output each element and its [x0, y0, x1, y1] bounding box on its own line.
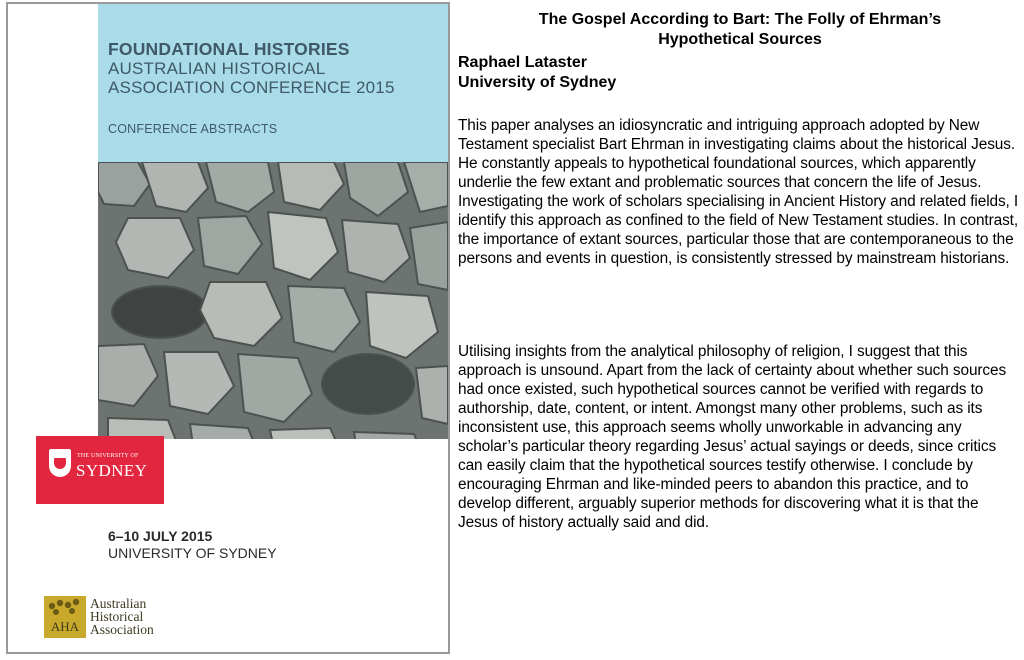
aha-line2: Historical [90, 609, 144, 624]
author-block [458, 53, 616, 93]
aha-logo-icon [44, 596, 86, 638]
logo-big-text: SYDNEY [76, 461, 148, 480]
basalt-columns-photo [98, 162, 448, 468]
shield-icon [49, 449, 71, 477]
abstract-title [456, 10, 1024, 50]
abstract-title-line1: The Gospel According to Bart: The Folly of Ehrman’s [538, 11, 942, 28]
cover-subtitle: CONFERENCE ABSTRACTS [108, 122, 278, 136]
author-affiliation: University of Sydney [458, 74, 617, 91]
conference-venue: UNIVERSITY OF SYDNEY [108, 545, 277, 561]
university-of-sydney-logo [36, 436, 164, 504]
logo-small-text: THE UNIVERSITY OF [77, 453, 139, 459]
abstract-paragraph-2: Utilising insights from the analytical philosophy of religion, I suggest that this approach is unsound. Apart from the lack of certainty about whether such sources had once existed, such hypothetical sources cannot be verified with regards to authorship, date, content, or intent. Amongst many other problems, such as its inconsistent use, this approach seems wholly unworkable in advancing any scholar’s particular theory regarding Jesus’ actual sayings or deeds, since critics can easily claim that the hypothetical sources testify otherwise. I conclude by encouraging Ehrman and like-minded peers to abandon this practice, and to develop different, arguably superior methods for discovering what it is that the Jesus of history actually said and did. [458, 343, 1007, 531]
abstract-title-line2: Hypothetical Sources [658, 31, 822, 48]
cover-title [108, 40, 448, 97]
author-name: Raphael Lataster [458, 54, 587, 71]
aha-line1: Australian [90, 596, 147, 611]
basalt-columns-illustration [98, 162, 448, 468]
abstract-paragraph-1: This paper analyses an idiosyncratic and intriguing approach adopted by New Testament specialist Bart Ehrman in investigating claims about the historical Jesus. He constantly appeals to hypothetical foundational sources, which apparently underlie the few extant and problematic sources that concern the life of Jesus. Investigating the work of scholars specialising in Ancient History and related fields, I identify this approach as confined to the field of New Testament studies. In contrast, the importance of extant sources, particular those that are contemporaneous to the persons and events in question, is consistently stressed by mainstream historians. [458, 117, 1019, 267]
cover-title-line3: ASSOCIATION CONFERENCE 2015 [108, 78, 395, 97]
cover-title-line1: FOUNDATIONAL HISTORIES [108, 39, 350, 59]
conference-dates: 6–10 JULY 2015 [108, 528, 213, 544]
aha-badge-text: AHA [50, 619, 80, 634]
cover-title-line2: AUSTRALIAN HISTORICAL [108, 59, 326, 78]
conference-cover [6, 2, 450, 654]
aha-name [90, 597, 154, 636]
conference-date-block [108, 528, 277, 562]
aha-line3: Association [90, 622, 154, 637]
